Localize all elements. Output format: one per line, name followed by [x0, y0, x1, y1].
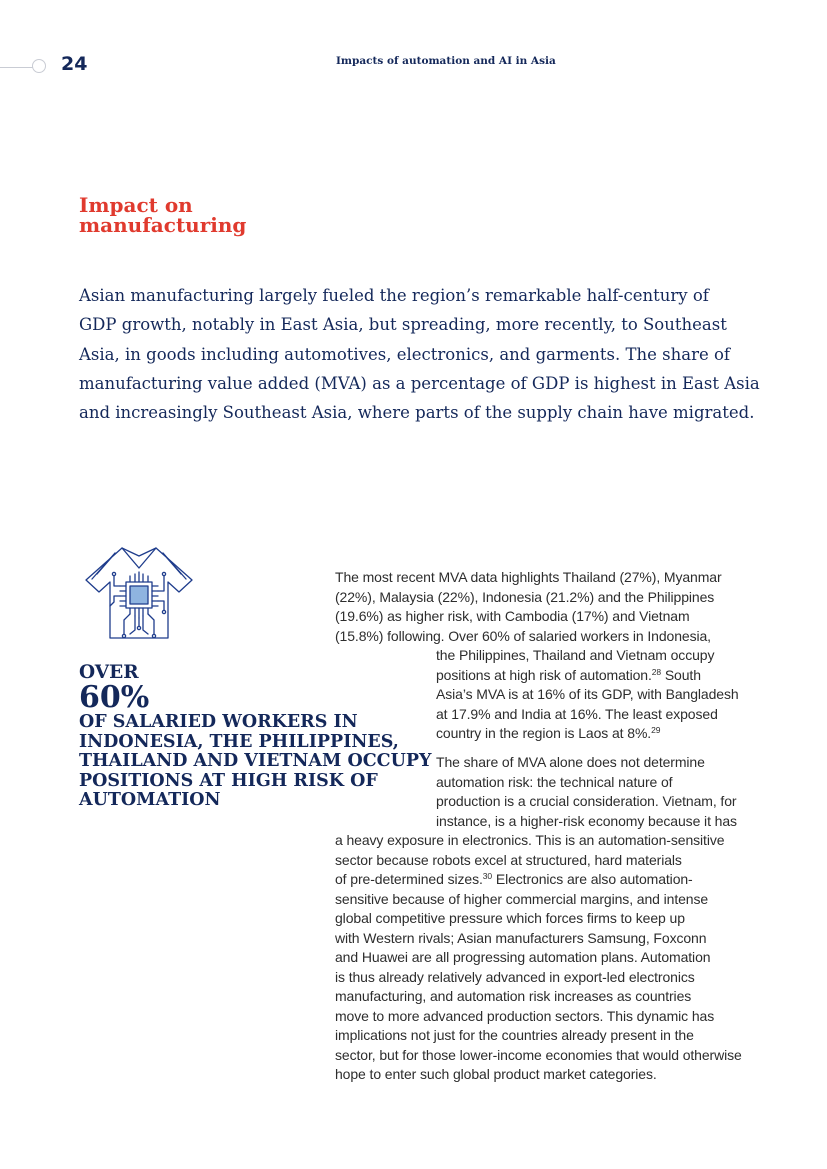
- body-line: [335, 1066, 657, 1082]
- body-line-text: The most recent MVA data highlights Thailand (27%), Myanmar: [335, 569, 722, 585]
- body-line: [335, 988, 691, 1004]
- body-line-text: with Western rivals; Asian manufacturers Samsung, Foxconn: [335, 929, 707, 946]
- stat-callout: [79, 662, 432, 811]
- body-line-text: automation risk: the technical nature of: [436, 773, 673, 790]
- body-line-text: production is a crucial consideration. Vietnam, for: [436, 793, 737, 809]
- intro-line: Asia, in goods including automotives, electronics, and garments. The share of: [79, 344, 731, 364]
- footnote-ref: 30: [482, 871, 493, 881]
- body-line: [436, 793, 736, 809]
- body-line: [335, 969, 695, 985]
- callout-prefix: OVER: [79, 662, 139, 683]
- running-title: Impacts of automation and AI in Asia: [336, 55, 556, 67]
- section-title-line: Impact on: [79, 193, 193, 217]
- section-title: [79, 195, 339, 235]
- body-line: [335, 608, 690, 624]
- body-line-text: implications not just for the countries already present in the: [335, 1027, 694, 1043]
- intro-line: manufacturing value added (MVA) as a percentage of GDP is highest in East Asia: [79, 373, 760, 393]
- body-line: [436, 754, 705, 770]
- page-number: 24: [61, 53, 88, 75]
- chip-shirt-icon: [84, 546, 194, 641]
- body-line-text: South: [661, 666, 701, 683]
- body-line-text: is thus already relatively advanced in export-led electronics: [335, 968, 695, 985]
- body-line-text: (15.8%) following. Over 60% of salaried workers in Indonesia,: [335, 627, 711, 644]
- body-line: [335, 1027, 694, 1043]
- body-line: [335, 1047, 742, 1063]
- callout-number: 60%: [79, 680, 150, 715]
- body-line-text: the Philippines, Thailand and Vietnam occupy: [436, 647, 715, 663]
- body-line-text: sensitive because of higher commercial margins, and intense: [335, 890, 709, 907]
- body-line: [436, 647, 714, 663]
- body-line: [335, 891, 708, 907]
- body-line-text: and Huawei are all progressing automation plans. Automation: [335, 949, 711, 965]
- body-line-text: global competitive pressure which forces firms to keep up: [335, 910, 685, 926]
- body-line: [436, 667, 701, 683]
- callout-text: [79, 712, 432, 811]
- header-rule: [0, 67, 34, 68]
- callout-line: INDONESIA, THE PHILIPPINES,: [79, 731, 399, 752]
- body-line: [335, 569, 722, 585]
- body-line-text: country in the region is Laos at 8%.: [436, 725, 652, 741]
- body-line: [335, 832, 724, 848]
- body-line-text: move to more advanced production sectors. This dynamic has: [335, 1007, 715, 1024]
- callout-line: OF SALARIED WORKERS IN: [79, 712, 358, 732]
- body-line: [335, 852, 682, 868]
- body-line-text: hope to enter such global product market categories.: [335, 1066, 657, 1082]
- header-circle-marker: [32, 59, 46, 73]
- body-line-text: Electronics are also automation-: [492, 871, 693, 887]
- body-line: [436, 686, 739, 702]
- intro-line: and increasingly Southeast Asia, where parts of the supply chain have migrated.: [79, 403, 755, 423]
- body-line-text: (22%), Malaysia (22%), Indonesia (21.2%) and the Philippines: [335, 588, 715, 605]
- intro-line: Asian manufacturing largely fueled the region’s remarkable half-century of: [79, 286, 709, 305]
- body-line: [335, 930, 706, 946]
- body-line-text: instance, is a higher-risk economy because it has: [436, 812, 737, 829]
- intro-line: GDP growth, notably in East Asia, but spreading, more recently, to Southeast: [79, 315, 727, 335]
- intro-paragraph: [79, 281, 760, 427]
- body-line: [335, 949, 710, 965]
- body-line-text: The share of MVA alone does not determine: [436, 754, 705, 770]
- body-line-text: (19.6%) as higher risk, with Cambodia (17%) and Vietnam: [335, 608, 690, 624]
- callout-line: POSITIONS AT HIGH RISK OF: [79, 770, 378, 791]
- section-title-line: manufacturing: [79, 213, 247, 237]
- callout-line: AUTOMATION: [79, 790, 221, 810]
- body-line: [335, 871, 693, 887]
- body-line-text: at 17.9% and India at 16%. The least exposed: [436, 705, 718, 722]
- body-line: [335, 1008, 714, 1024]
- body-line-text: manufacturing, and automation risk increases as countries: [335, 988, 692, 1004]
- body-line-text: Asia’s MVA is at 16% of its GDP, with Bangladesh: [436, 686, 739, 702]
- body-line: [436, 774, 672, 790]
- body-line: [335, 910, 685, 926]
- footnote-ref: 29: [651, 725, 661, 735]
- body-line: [436, 725, 660, 741]
- body-line-text: of pre-determined sizes.: [335, 871, 483, 887]
- body-line-text: a heavy exposure in electronics. This is an automation-sensitive: [335, 832, 725, 848]
- body-line: [335, 628, 711, 644]
- callout-line: THAILAND AND VIETNAM OCCUPY: [79, 751, 432, 771]
- body-line: [436, 813, 737, 829]
- footnote-ref: 28: [651, 666, 662, 677]
- body-line-text: positions at high risk of automation.: [436, 666, 652, 683]
- body-line-text: sector because robots excel at structured, hard materials: [335, 851, 682, 868]
- body-line: [436, 706, 718, 722]
- body-line-text: sector, but for those lower-income economies that would otherwise: [335, 1046, 742, 1063]
- body-line: [335, 589, 714, 605]
